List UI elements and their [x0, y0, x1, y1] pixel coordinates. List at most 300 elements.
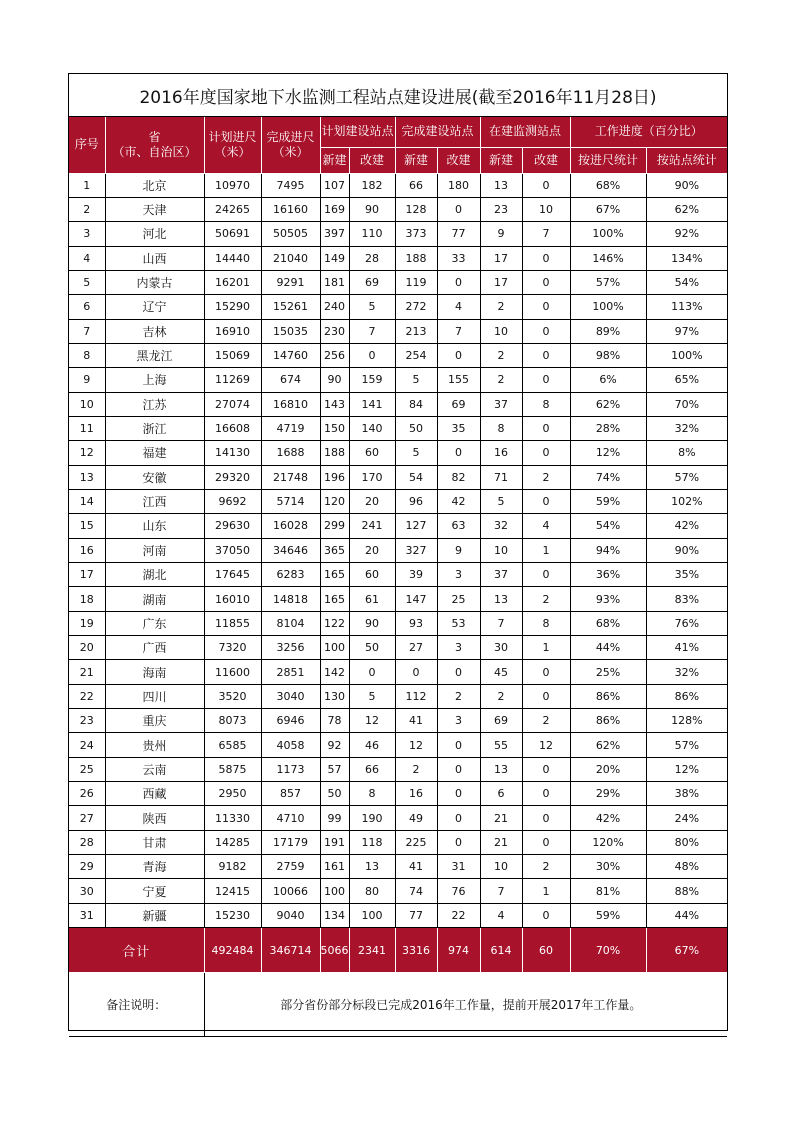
row-building-rebuild: 0 — [522, 757, 570, 781]
row-completed-rebuild: 9 — [437, 538, 480, 562]
row-progress-by-site: 62% — [646, 197, 727, 221]
row-planned-new: 188 — [320, 441, 349, 465]
row-planned-drill: 29320 — [204, 465, 261, 489]
note-row — [69, 973, 727, 1037]
row-building-new: 10 — [480, 538, 522, 562]
row-building-new: 10 — [480, 319, 522, 343]
row-province: 重庆 — [105, 709, 204, 733]
row-completed-new: 128 — [395, 197, 437, 221]
row-building-new: 5 — [480, 489, 522, 513]
row-progress-by-site: 38% — [646, 782, 727, 806]
row-planned-rebuild: 159 — [349, 368, 395, 392]
row-planned-drill: 11330 — [204, 806, 261, 830]
table-row — [69, 173, 727, 197]
row-province: 上海 — [105, 368, 204, 392]
row-planned-drill: 16010 — [204, 587, 261, 611]
row-planned-drill: 11855 — [204, 611, 261, 635]
row-completed-rebuild: 7 — [437, 319, 480, 343]
row-planned-drill: 6585 — [204, 733, 261, 757]
row-progress-by-site: 44% — [646, 903, 727, 927]
row-completed-rebuild: 0 — [437, 806, 480, 830]
header-planned-drill-line2: （米） — [214, 144, 251, 159]
row-province: 河北 — [105, 222, 204, 246]
row-planned-new: 196 — [320, 465, 349, 489]
row-index: 2 — [69, 197, 105, 221]
row-progress-by-drill: 59% — [570, 903, 646, 927]
row-planned-new: 120 — [320, 489, 349, 513]
row-completed-drill: 14818 — [261, 587, 320, 611]
row-planned-drill: 16201 — [204, 270, 261, 294]
row-completed-new: 254 — [395, 343, 437, 367]
table-row — [69, 295, 727, 319]
row-province: 湖南 — [105, 587, 204, 611]
header-province-line2: （市、自治区） — [112, 144, 197, 159]
row-completed-rebuild: 82 — [437, 465, 480, 489]
row-building-rebuild: 0 — [522, 782, 570, 806]
row-progress-by-site: 100% — [646, 343, 727, 367]
row-completed-drill: 15035 — [261, 319, 320, 343]
row-planned-rebuild: 61 — [349, 587, 395, 611]
row-index: 11 — [69, 416, 105, 440]
header-planned-rebuild: 改建 — [349, 147, 395, 173]
row-planned-rebuild: 60 — [349, 563, 395, 587]
row-building-new: 21 — [480, 830, 522, 854]
row-progress-by-site: 134% — [646, 246, 727, 270]
row-building-new: 7 — [480, 611, 522, 635]
row-province: 新疆 — [105, 903, 204, 927]
row-progress-by-site: 92% — [646, 222, 727, 246]
row-progress-by-site: 32% — [646, 660, 727, 684]
row-building-new: 37 — [480, 392, 522, 416]
row-completed-drill: 2759 — [261, 855, 320, 879]
row-completed-drill: 4710 — [261, 806, 320, 830]
row-progress-by-drill: 44% — [570, 636, 646, 660]
row-building-rebuild: 8 — [522, 392, 570, 416]
row-progress-by-drill: 62% — [570, 392, 646, 416]
row-planned-drill: 15290 — [204, 295, 261, 319]
row-progress-by-drill: 68% — [570, 173, 646, 197]
row-planned-drill: 17645 — [204, 563, 261, 587]
row-province: 青海 — [105, 855, 204, 879]
row-planned-new: 92 — [320, 733, 349, 757]
table-row — [69, 465, 727, 489]
row-progress-by-drill: 100% — [570, 222, 646, 246]
row-completed-drill: 7495 — [261, 173, 320, 197]
header-building-rebuild: 改建 — [522, 147, 570, 173]
row-progress-by-drill: 62% — [570, 733, 646, 757]
row-index: 20 — [69, 636, 105, 660]
row-building-new: 9 — [480, 222, 522, 246]
row-completed-drill: 21748 — [261, 465, 320, 489]
row-planned-rebuild: 13 — [349, 855, 395, 879]
row-completed-rebuild: 180 — [437, 173, 480, 197]
row-building-rebuild: 0 — [522, 903, 570, 927]
row-building-new: 4 — [480, 903, 522, 927]
row-progress-by-site: 128% — [646, 709, 727, 733]
row-planned-rebuild: 100 — [349, 903, 395, 927]
row-planned-new: 149 — [320, 246, 349, 270]
row-completed-rebuild: 155 — [437, 368, 480, 392]
row-province: 辽宁 — [105, 295, 204, 319]
row-building-new: 30 — [480, 636, 522, 660]
row-completed-rebuild: 25 — [437, 587, 480, 611]
row-building-new: 37 — [480, 563, 522, 587]
row-index: 8 — [69, 343, 105, 367]
row-index: 24 — [69, 733, 105, 757]
row-planned-rebuild: 28 — [349, 246, 395, 270]
row-index: 29 — [69, 855, 105, 879]
row-province: 安徽 — [105, 465, 204, 489]
row-planned-new: 165 — [320, 563, 349, 587]
row-completed-new: 127 — [395, 514, 437, 538]
row-progress-by-drill: 98% — [570, 343, 646, 367]
row-completed-new: 272 — [395, 295, 437, 319]
row-building-rebuild: 2 — [522, 465, 570, 489]
total-planned-rebuild: 2341 — [349, 928, 395, 973]
row-completed-drill: 6946 — [261, 709, 320, 733]
header-completed-rebuild: 改建 — [437, 147, 480, 173]
table-row — [69, 489, 727, 513]
row-completed-new: 27 — [395, 636, 437, 660]
row-progress-by-drill: 81% — [570, 879, 646, 903]
row-index: 3 — [69, 222, 105, 246]
row-province: 江苏 — [105, 392, 204, 416]
row-building-new: 2 — [480, 684, 522, 708]
note-text: 部分省份部分标段已完成2016年工作量，提前开展2017年工作量。 — [204, 973, 727, 1037]
row-progress-by-site: 97% — [646, 319, 727, 343]
row-completed-drill: 857 — [261, 782, 320, 806]
row-province: 广东 — [105, 611, 204, 635]
row-building-new: 71 — [480, 465, 522, 489]
table-row — [69, 416, 727, 440]
row-completed-rebuild: 31 — [437, 855, 480, 879]
row-building-new: 32 — [480, 514, 522, 538]
table-row — [69, 222, 727, 246]
row-completed-rebuild: 33 — [437, 246, 480, 270]
row-building-rebuild: 0 — [522, 830, 570, 854]
row-planned-new: 122 — [320, 611, 349, 635]
row-building-rebuild: 0 — [522, 173, 570, 197]
row-completed-drill: 3040 — [261, 684, 320, 708]
row-completed-drill: 14760 — [261, 343, 320, 367]
row-planned-rebuild: 0 — [349, 343, 395, 367]
table-row — [69, 343, 727, 367]
row-planned-rebuild: 118 — [349, 830, 395, 854]
row-building-new: 45 — [480, 660, 522, 684]
row-planned-rebuild: 50 — [349, 636, 395, 660]
table-row — [69, 611, 727, 635]
row-completed-new: 373 — [395, 222, 437, 246]
row-building-rebuild: 0 — [522, 441, 570, 465]
row-completed-new: 5 — [395, 441, 437, 465]
row-province: 陕西 — [105, 806, 204, 830]
table-row — [69, 197, 727, 221]
row-building-rebuild: 1 — [522, 538, 570, 562]
row-planned-new: 78 — [320, 709, 349, 733]
row-province: 河南 — [105, 538, 204, 562]
row-planned-drill: 27074 — [204, 392, 261, 416]
row-planned-drill: 14130 — [204, 441, 261, 465]
row-index: 28 — [69, 830, 105, 854]
row-building-rebuild: 10 — [522, 197, 570, 221]
row-province: 四川 — [105, 684, 204, 708]
row-province: 天津 — [105, 197, 204, 221]
table-row — [69, 319, 727, 343]
total-planned-new: 5066 — [320, 928, 349, 973]
row-planned-drill: 24265 — [204, 197, 261, 221]
row-completed-drill: 9040 — [261, 903, 320, 927]
row-index: 18 — [69, 587, 105, 611]
total-completed-new: 3316 — [395, 928, 437, 973]
row-progress-by-drill: 67% — [570, 197, 646, 221]
row-progress-by-site: 90% — [646, 538, 727, 562]
row-building-rebuild: 1 — [522, 636, 570, 660]
row-index: 17 — [69, 563, 105, 587]
row-completed-drill: 1173 — [261, 757, 320, 781]
row-planned-new: 57 — [320, 757, 349, 781]
row-province: 黑龙江 — [105, 343, 204, 367]
table-row — [69, 246, 727, 270]
row-completed-drill: 10066 — [261, 879, 320, 903]
row-planned-rebuild: 0 — [349, 660, 395, 684]
header-completed-drill — [261, 117, 320, 173]
row-completed-drill: 15261 — [261, 295, 320, 319]
total-planned-drill: 492484 — [204, 928, 261, 973]
row-planned-new: 50 — [320, 782, 349, 806]
row-completed-drill: 21040 — [261, 246, 320, 270]
row-index: 7 — [69, 319, 105, 343]
row-completed-rebuild: 0 — [437, 660, 480, 684]
row-province: 浙江 — [105, 416, 204, 440]
row-progress-by-site: 8% — [646, 441, 727, 465]
row-progress-by-drill: 86% — [570, 709, 646, 733]
row-progress-by-drill: 100% — [570, 295, 646, 319]
row-progress-by-site: 76% — [646, 611, 727, 635]
row-building-new: 13 — [480, 757, 522, 781]
row-province: 北京 — [105, 173, 204, 197]
row-planned-drill: 29630 — [204, 514, 261, 538]
row-index: 31 — [69, 903, 105, 927]
row-completed-new: 213 — [395, 319, 437, 343]
row-progress-by-site: 113% — [646, 295, 727, 319]
row-planned-new: 397 — [320, 222, 349, 246]
row-completed-rebuild: 76 — [437, 879, 480, 903]
report-title: 2016年度国家地下水监测工程站点建设进展(截至2016年11月28日) — [69, 74, 727, 117]
total-progress-by-site: 67% — [646, 928, 727, 973]
row-progress-by-drill: 68% — [570, 611, 646, 635]
row-completed-new: 147 — [395, 587, 437, 611]
row-planned-rebuild: 8 — [349, 782, 395, 806]
table-row — [69, 903, 727, 927]
row-index: 26 — [69, 782, 105, 806]
table-row — [69, 563, 727, 587]
row-building-rebuild: 2 — [522, 587, 570, 611]
progress-table — [69, 117, 727, 1037]
header-completed-sites: 完成建设站点 — [395, 117, 480, 147]
row-province: 内蒙古 — [105, 270, 204, 294]
row-completed-new: 41 — [395, 855, 437, 879]
row-progress-by-drill: 146% — [570, 246, 646, 270]
row-progress-by-site: 80% — [646, 830, 727, 854]
row-progress-by-drill: 54% — [570, 514, 646, 538]
total-building-rebuild: 60 — [522, 928, 570, 973]
row-completed-drill: 674 — [261, 368, 320, 392]
row-province: 山西 — [105, 246, 204, 270]
row-progress-by-site: 35% — [646, 563, 727, 587]
row-completed-new: 327 — [395, 538, 437, 562]
row-planned-drill: 7320 — [204, 636, 261, 660]
row-planned-rebuild: 90 — [349, 197, 395, 221]
table-row — [69, 636, 727, 660]
row-progress-by-drill: 30% — [570, 855, 646, 879]
row-completed-rebuild: 0 — [437, 733, 480, 757]
row-planned-new: 99 — [320, 806, 349, 830]
row-building-rebuild: 0 — [522, 416, 570, 440]
row-building-rebuild: 2 — [522, 709, 570, 733]
row-province: 云南 — [105, 757, 204, 781]
row-progress-by-site: 70% — [646, 392, 727, 416]
row-building-new: 13 — [480, 173, 522, 197]
row-index: 27 — [69, 806, 105, 830]
row-planned-drill: 5875 — [204, 757, 261, 781]
row-planned-new: 169 — [320, 197, 349, 221]
row-progress-by-drill: 28% — [570, 416, 646, 440]
row-completed-rebuild: 63 — [437, 514, 480, 538]
header-planned-sites: 计划建设站点 — [320, 117, 395, 147]
row-planned-rebuild: 140 — [349, 416, 395, 440]
row-planned-new: 90 — [320, 368, 349, 392]
row-planned-rebuild: 20 — [349, 538, 395, 562]
row-progress-by-drill: 6% — [570, 368, 646, 392]
row-completed-drill: 34646 — [261, 538, 320, 562]
total-progress-by-drill: 70% — [570, 928, 646, 973]
row-index: 9 — [69, 368, 105, 392]
row-completed-drill: 9291 — [261, 270, 320, 294]
row-completed-new: 16 — [395, 782, 437, 806]
row-planned-drill: 9692 — [204, 489, 261, 513]
row-progress-by-drill: 120% — [570, 830, 646, 854]
header-planned-new: 新建 — [320, 147, 349, 173]
row-building-rebuild: 2 — [522, 855, 570, 879]
row-completed-rebuild: 22 — [437, 903, 480, 927]
header-building-sites: 在建监测站点 — [480, 117, 570, 147]
row-index: 15 — [69, 514, 105, 538]
note-label: 备注说明： — [69, 973, 204, 1037]
row-building-rebuild: 0 — [522, 563, 570, 587]
total-completed-drill: 346714 — [261, 928, 320, 973]
table-row — [69, 514, 727, 538]
total-label: 合计 — [69, 928, 204, 973]
table-row — [69, 879, 727, 903]
row-planned-rebuild: 5 — [349, 684, 395, 708]
table-row — [69, 782, 727, 806]
row-completed-drill: 2851 — [261, 660, 320, 684]
row-planned-rebuild: 69 — [349, 270, 395, 294]
row-planned-rebuild: 241 — [349, 514, 395, 538]
row-completed-drill: 16810 — [261, 392, 320, 416]
row-province: 海南 — [105, 660, 204, 684]
row-completed-new: 77 — [395, 903, 437, 927]
row-completed-drill: 3256 — [261, 636, 320, 660]
header-building-new: 新建 — [480, 147, 522, 173]
row-building-new: 2 — [480, 295, 522, 319]
row-completed-rebuild: 0 — [437, 782, 480, 806]
row-province: 湖北 — [105, 563, 204, 587]
row-building-new: 55 — [480, 733, 522, 757]
row-completed-drill: 6283 — [261, 563, 320, 587]
row-planned-drill: 2950 — [204, 782, 261, 806]
row-completed-rebuild: 3 — [437, 563, 480, 587]
row-province: 吉林 — [105, 319, 204, 343]
row-planned-rebuild: 170 — [349, 465, 395, 489]
row-planned-new: 230 — [320, 319, 349, 343]
row-planned-rebuild: 12 — [349, 709, 395, 733]
row-completed-new: 5 — [395, 368, 437, 392]
table-row — [69, 733, 727, 757]
row-planned-drill: 37050 — [204, 538, 261, 562]
row-completed-rebuild: 69 — [437, 392, 480, 416]
table-row — [69, 587, 727, 611]
table-row — [69, 368, 727, 392]
row-planned-drill: 50691 — [204, 222, 261, 246]
row-province: 贵州 — [105, 733, 204, 757]
row-planned-new: 142 — [320, 660, 349, 684]
row-completed-rebuild: 53 — [437, 611, 480, 635]
row-completed-rebuild: 0 — [437, 757, 480, 781]
row-planned-new: 365 — [320, 538, 349, 562]
row-planned-new: 299 — [320, 514, 349, 538]
row-planned-rebuild: 141 — [349, 392, 395, 416]
row-progress-by-site: 88% — [646, 879, 727, 903]
row-planned-rebuild: 66 — [349, 757, 395, 781]
row-planned-new: 150 — [320, 416, 349, 440]
table-row — [69, 392, 727, 416]
row-index: 30 — [69, 879, 105, 903]
row-progress-by-site: 57% — [646, 465, 727, 489]
row-index: 23 — [69, 709, 105, 733]
row-province: 福建 — [105, 441, 204, 465]
row-progress-by-site: 83% — [646, 587, 727, 611]
row-progress-by-site: 48% — [646, 855, 727, 879]
header-province — [105, 117, 204, 173]
row-progress-by-drill: 12% — [570, 441, 646, 465]
row-completed-new: 49 — [395, 806, 437, 830]
row-building-new: 16 — [480, 441, 522, 465]
row-planned-drill: 9182 — [204, 855, 261, 879]
row-building-rebuild: 0 — [522, 660, 570, 684]
row-completed-drill: 4058 — [261, 733, 320, 757]
row-planned-rebuild: 182 — [349, 173, 395, 197]
row-building-new: 2 — [480, 368, 522, 392]
row-building-new: 17 — [480, 246, 522, 270]
table-body — [69, 173, 727, 928]
row-completed-new: 112 — [395, 684, 437, 708]
row-planned-rebuild: 190 — [349, 806, 395, 830]
row-completed-drill: 16160 — [261, 197, 320, 221]
row-planned-rebuild: 60 — [349, 441, 395, 465]
row-building-rebuild: 0 — [522, 270, 570, 294]
row-building-rebuild: 0 — [522, 246, 570, 270]
header-progress-by-site: 按站点统计 — [646, 147, 727, 173]
row-completed-new: 41 — [395, 709, 437, 733]
row-progress-by-site: 42% — [646, 514, 727, 538]
row-province: 江西 — [105, 489, 204, 513]
row-building-rebuild: 8 — [522, 611, 570, 635]
row-planned-drill: 16608 — [204, 416, 261, 440]
row-planned-drill: 10970 — [204, 173, 261, 197]
row-completed-rebuild: 4 — [437, 295, 480, 319]
row-index: 14 — [69, 489, 105, 513]
